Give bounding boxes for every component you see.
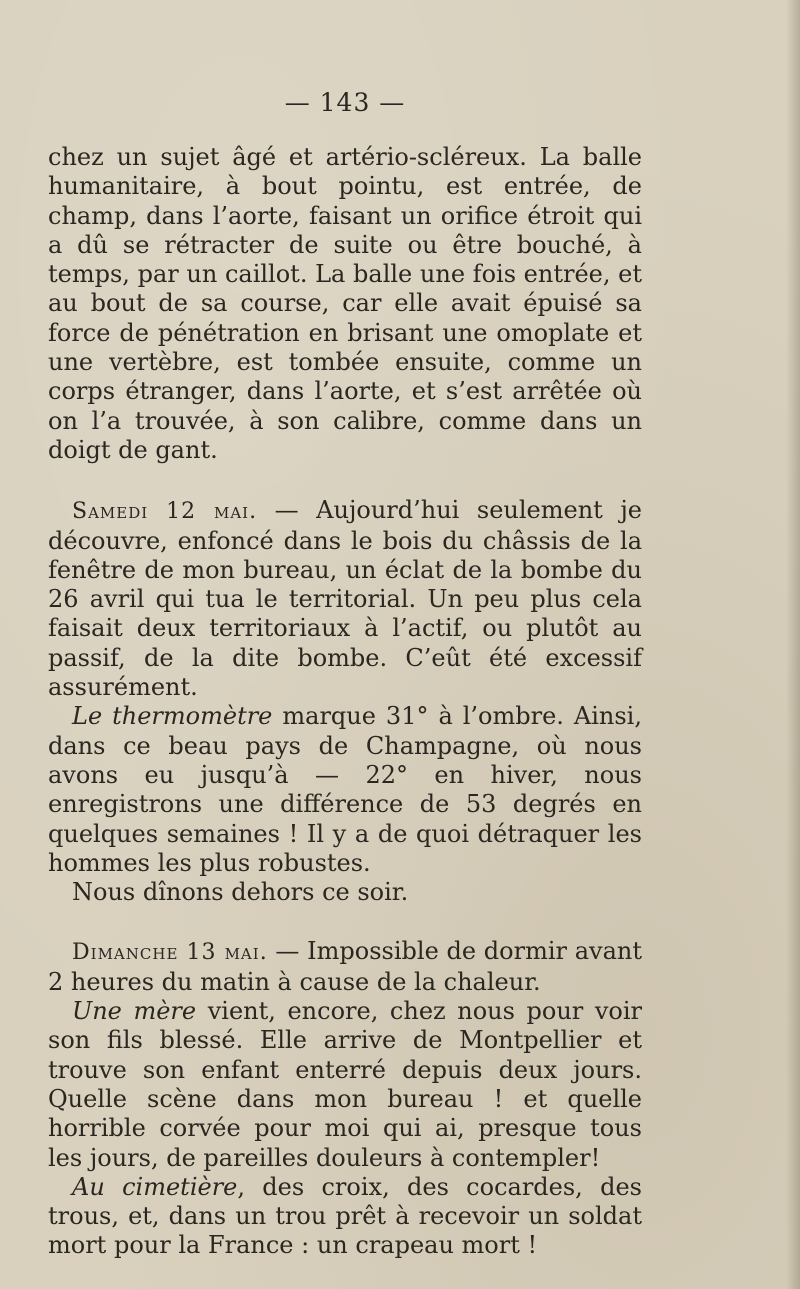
italic-au-cimetiere: Au cimetière xyxy=(72,1172,238,1201)
paragraph-samedi-text: — Aujourd’hui seulement je découvre, enfoncé dans le bois du châssis de la fenêtre de mon bureau, un éclat de la bombe du 26 avril qui tua le territorial. Un peu plus cela faisait deux territoriaux à l’actif, ou plutôt au passif, de la dite bombe. C’eût été excessif assurément. xyxy=(48,496,642,702)
italic-thermometre: Le thermomètre xyxy=(72,702,273,731)
page-number: — 143 — xyxy=(284,88,406,117)
paragraph-aorta: chez un sujet âgé et artério-scléreux. La balle humanitaire, à bout pointu, est entrée, de champ, dans l’aorte, faisant un orifice étroit qui a dû se rétracter de suite ou être bouché, à temps, par un caillot. La balle une fois entrée, et au bout de sa course, car elle avait épuisé sa force de pénétration en brisant une omoplate et une vertèbre, est tombée ensuite, comme un corps étranger, dans l’aorte, et s’est arrêtée où on l’a trouvée, à son calibre, comme dans un doigt de gant. xyxy=(48,143,642,464)
paragraph-mere-text: vient, encore, chez nous pour voir son fils blessé. Elle arrive de Montpellier et trouve son enfant enterré depuis deux jours. Quelle scène dans mon bureau ! et quelle horrible corvée pour moi qui ai, presque tous les jours, de pareilles douleurs à contempler! xyxy=(48,997,643,1172)
paragraph-cimetiere-text: , des croix, des cocardes, des trous, et, dans un trou prêt à recevoir un soldat mort pour la France : un crapeau mort ! xyxy=(48,1172,642,1260)
spacer xyxy=(48,465,642,496)
paragraph-dimanche xyxy=(48,937,642,997)
spacer xyxy=(48,907,642,937)
date-heading-dimanche: Dimanche 13 mai. xyxy=(72,940,268,966)
italic-une-mere: Une mère xyxy=(72,997,197,1026)
paragraph-mere xyxy=(48,997,642,1173)
paragraph-thermometre xyxy=(48,702,642,878)
text-body xyxy=(48,143,642,1261)
paragraph-diner: Nous dînons dehors ce soir. xyxy=(72,878,409,907)
date-heading-samedi: Samedi 12 mai. xyxy=(72,499,258,525)
paragraph-dimanche-text: — Impossible de dormir avant 2 heures du matin à cause de la chaleur. xyxy=(48,937,643,996)
page-edge-shadow xyxy=(786,0,800,1289)
paragraph-thermometre-text: marque 31° à l’ombre. Ainsi, dans ce beau pays de Champagne, où nous avons eu jusqu’à — 22° en hiver, nous enregistrons une différence de 53 degrés en quelques semaines ! Il y a de quoi détraquer les hommes les plus robustes. xyxy=(48,702,642,877)
paragraph-cimetiere xyxy=(48,1173,642,1261)
paragraph-samedi xyxy=(48,496,642,702)
